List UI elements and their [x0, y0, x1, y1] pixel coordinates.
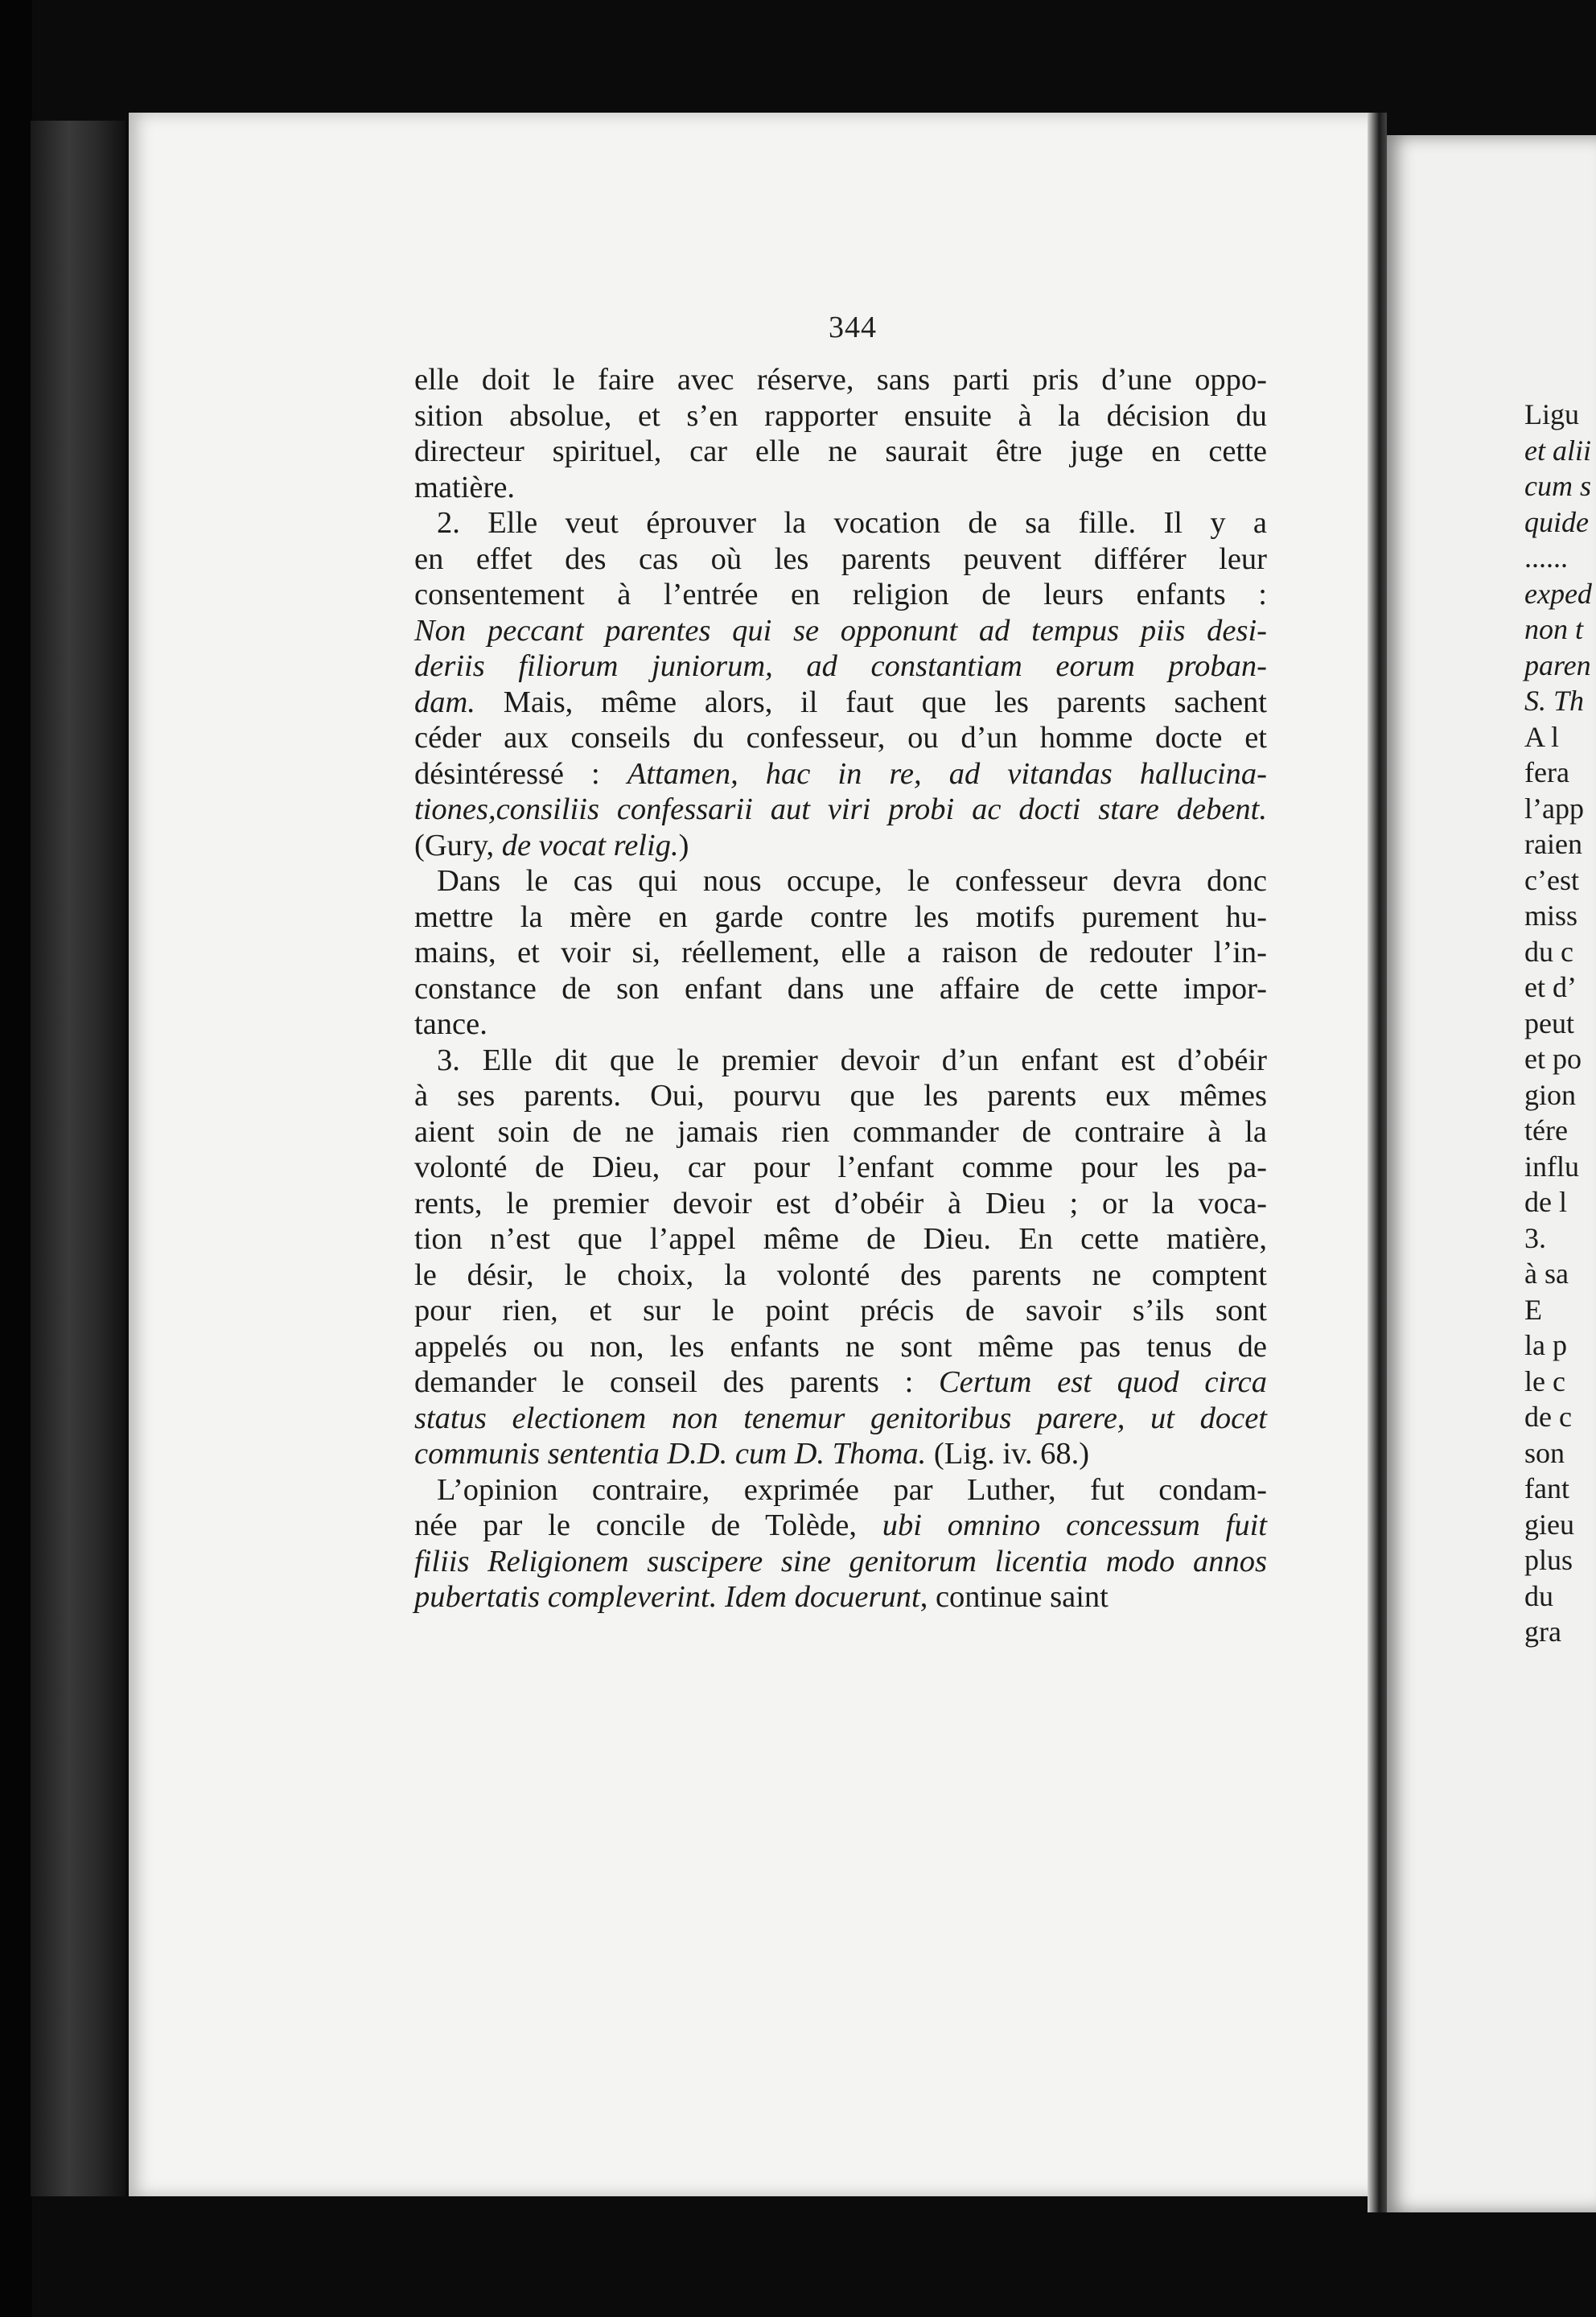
italic-segment: dam. [414, 685, 475, 719]
facing-page-line: le c [1524, 1364, 1565, 1397]
text-segment: mettre la mère en garde contre les motifs purement hu- [414, 899, 1267, 934]
facing-page-line: du [1524, 1579, 1553, 1612]
facing-page-line: l’app [1524, 792, 1584, 825]
text-segment: ) [678, 828, 689, 862]
text-segment: demander le conseil des parents : [414, 1365, 939, 1399]
text-line [414, 1257, 1267, 1294]
facing-page-line: de c [1524, 1401, 1572, 1433]
text-line [414, 505, 1267, 541]
main-body-text [414, 362, 1267, 1615]
italic-segment: status electionem non tenemur genitoribus parere, ut docet [414, 1401, 1267, 1435]
text-segment: pour rien, et sur le point précis de savoir s’ils sont [414, 1294, 1267, 1327]
facing-page-line: son [1524, 1436, 1565, 1469]
text-line [414, 1579, 1267, 1615]
text-line [414, 1150, 1267, 1186]
facing-page-line: Ligu [1524, 398, 1579, 430]
facing-page-line: non t [1524, 613, 1584, 645]
text-segment: en effet des cas où les parents peuvent différer leur [414, 541, 1267, 576]
text-line [414, 935, 1267, 971]
text-line [414, 648, 1267, 685]
facing-page-line: S. Th [1524, 685, 1585, 717]
facing-page-line: exped [1524, 577, 1592, 610]
text-line [414, 1221, 1267, 1257]
facing-page-line: c’est [1524, 863, 1579, 896]
italic-segment: filiis Religionem suscipere sine genitorum licentia modo annos [414, 1544, 1267, 1578]
facing-page-line: et d’ [1524, 971, 1577, 1003]
facing-page-line: gieu [1524, 1508, 1574, 1541]
italic-segment: Non peccant parentes qui se opponunt ad tempus piis desi- [414, 613, 1267, 648]
italic-segment: communis sententia D.D. cum D. Thoma. [414, 1437, 927, 1471]
text-line [414, 434, 1267, 470]
book-spine [31, 121, 125, 2196]
text-segment: (Lig. iv. 68.) [926, 1437, 1090, 1471]
italic-segment: ubi omnino concessum fuit [882, 1508, 1267, 1542]
text-line [414, 1329, 1267, 1365]
page-number: 344 [829, 311, 877, 344]
facing-page-line: cum s [1524, 470, 1591, 502]
text-line [414, 899, 1267, 936]
text-line [414, 1186, 1267, 1222]
page-gutter [1368, 113, 1387, 2212]
text-segment: Mais, même alors, il faut que les parents sachent [475, 685, 1267, 719]
facing-page-line: gra [1524, 1615, 1561, 1648]
facing-page-text [1524, 397, 1596, 1650]
text-line [414, 1544, 1267, 1580]
italic-segment: de vocat relig. [501, 828, 679, 862]
text-segment: mains, et voir si, réellement, elle a raison de redouter l’in- [414, 936, 1267, 969]
facing-page-line: du c [1524, 935, 1573, 968]
facing-page-line: fera [1524, 756, 1569, 788]
text-line [414, 1043, 1267, 1079]
facing-page-line: raien [1524, 828, 1582, 860]
text-segment: le désir, le choix, la volonté des parents ne comptent [414, 1257, 1267, 1292]
text-segment: (Gury, [414, 828, 502, 862]
text-line [414, 1401, 1267, 1437]
text-line [414, 362, 1267, 398]
text-line [414, 828, 1267, 864]
text-line [414, 1293, 1267, 1329]
facing-page-line: fant [1524, 1472, 1569, 1504]
facing-page-line: plus [1524, 1544, 1573, 1576]
text-line [414, 1472, 1267, 1508]
italic-segment: Attamen, hac in re, ad vitandas hallucina- [627, 756, 1267, 791]
text-segment: volonté de Dieu, car pour l’enfant comme pour les pa- [414, 1150, 1267, 1184]
facing-page-line: quide [1524, 505, 1589, 538]
facing-page-line: influ [1524, 1150, 1579, 1183]
facing-page-line: paren [1524, 648, 1591, 681]
text-line [414, 720, 1267, 756]
text-segment: tion n’est que l’appel même de Dieu. En cette matière, [414, 1222, 1267, 1256]
text-segment: matière. [414, 470, 516, 504]
text-segment: 3. Elle dit que le premier devoir d’un enfant est d’obéir [437, 1043, 1267, 1077]
text-segment: consentement à l’entrée en religion de leurs enfants : [414, 578, 1267, 611]
text-line [414, 971, 1267, 1007]
italic-segment: deriis filiorum juniorum, ad constantiam eorum proban- [414, 649, 1267, 683]
text-line [414, 792, 1267, 828]
text-segment: , continue saint [919, 1580, 1109, 1614]
facing-page-line: A l [1524, 720, 1560, 753]
text-line [414, 863, 1267, 899]
facing-page-line: 3. [1524, 1221, 1546, 1254]
text-segment: appelés ou non, les enfants ne sont même pas tenus de [414, 1329, 1267, 1364]
text-line [414, 1006, 1267, 1043]
text-segment: à ses parents. Oui, pourvu que les parents eux mêmes [414, 1079, 1267, 1113]
text-segment: sition absolue, et s’en rapporter ensuite à la décision du [414, 398, 1267, 433]
text-line [414, 685, 1267, 721]
text-line [414, 1364, 1267, 1401]
text-segment: désintéressé : [414, 756, 627, 791]
background-edge [0, 0, 32, 2317]
text-segment: Dans le cas qui nous occupe, le confesseur devra donc [437, 864, 1267, 898]
text-segment: aient soin de ne jamais rien commander de contraire à la [414, 1114, 1267, 1149]
text-segment: 2. Elle veut éprouver la vocation de sa fille. Il y a [437, 506, 1267, 540]
text-line [414, 577, 1267, 613]
text-line [414, 756, 1267, 792]
facing-page-line: de l [1524, 1186, 1567, 1218]
facing-page-line: peut [1524, 1006, 1574, 1039]
facing-page-line: E [1524, 1293, 1542, 1326]
text-line [414, 398, 1267, 434]
text-segment: constance de son enfant dans une affaire de cette impor- [414, 971, 1267, 1006]
facing-page-line: miss [1524, 899, 1578, 932]
facing-page-line: la p [1524, 1329, 1567, 1361]
text-line [414, 613, 1267, 649]
text-segment: tance. [414, 1007, 487, 1041]
text-line [414, 1508, 1267, 1544]
italic-segment: pubertatis compleverint. Idem docuerunt [414, 1580, 920, 1614]
facing-page-line: et alii [1524, 434, 1591, 467]
text-line [414, 541, 1267, 578]
text-segment: née par le concile de Tolède, [414, 1508, 882, 1542]
text-line [414, 1114, 1267, 1150]
text-segment: céder aux conseils du confesseur, ou d’un homme docte et [414, 721, 1267, 755]
facing-page-line: ...... [1524, 541, 1568, 574]
facing-page-line: et po [1524, 1043, 1582, 1075]
italic-segment: Certum est quod circa [938, 1365, 1267, 1399]
italic-segment: tiones,consiliis confessarii aut viri probi ac docti stare debent. [414, 792, 1267, 826]
text-line [414, 1078, 1267, 1114]
text-segment: directeur spirituel, car elle ne saurait être juge en cette [414, 434, 1267, 468]
facing-page-line: gion [1524, 1078, 1577, 1111]
text-line [414, 1436, 1267, 1472]
text-line [414, 470, 1267, 506]
text-segment: L’opinion contraire, exprimée par Luther, fut condam- [437, 1472, 1267, 1507]
facing-page-line: tére [1524, 1114, 1568, 1146]
text-segment: rents, le premier devoir est d’obéir à Dieu ; or la voca- [414, 1186, 1267, 1220]
facing-page-line: à sa [1524, 1257, 1569, 1290]
text-segment: elle doit le faire avec réserve, sans parti pris d’une oppo- [414, 363, 1267, 397]
